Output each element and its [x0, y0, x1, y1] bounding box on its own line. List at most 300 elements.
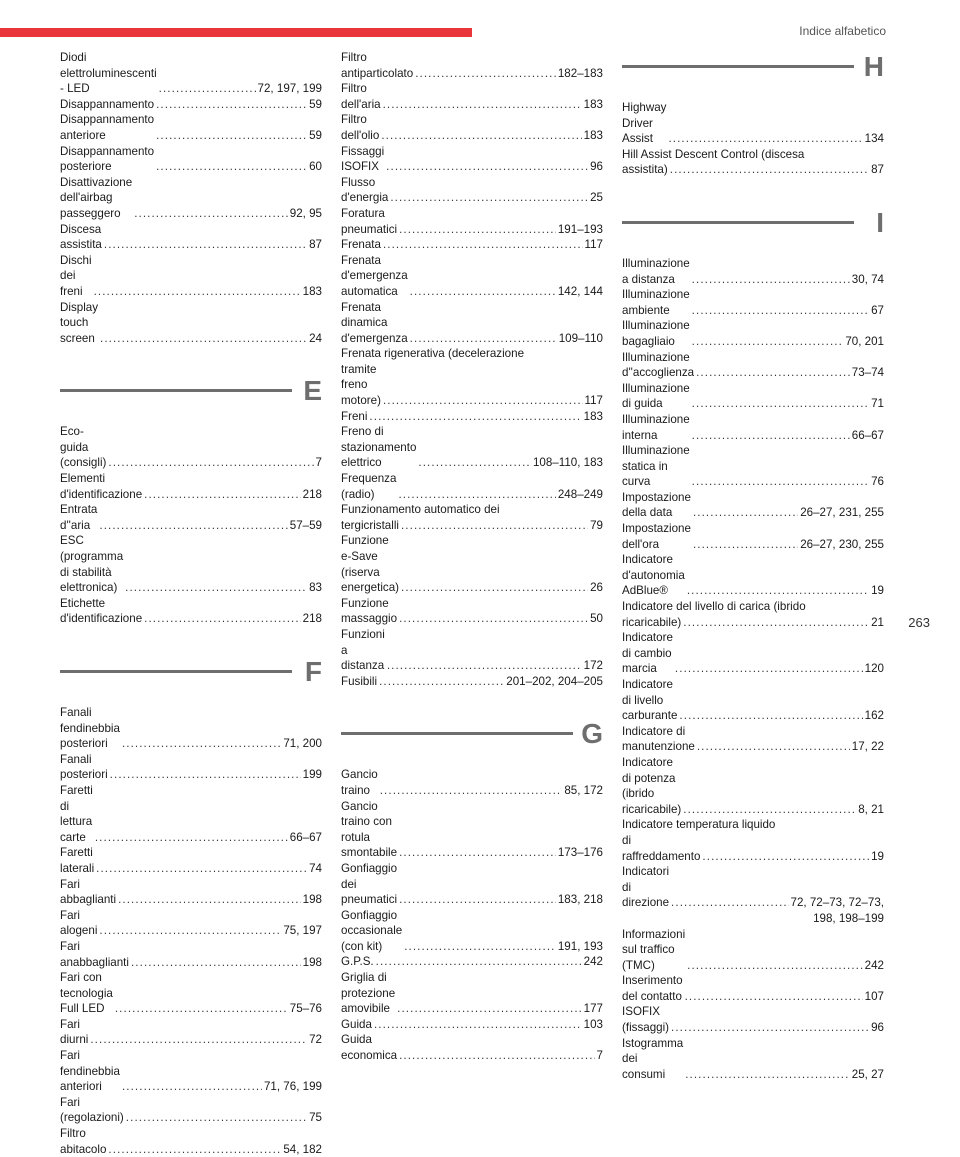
- dot-leader: [118, 892, 301, 908]
- dot-leader: [671, 1020, 869, 1036]
- index-entry: [341, 175, 603, 206]
- index-column-1: [60, 50, 322, 1157]
- section-heading-h: [622, 50, 884, 96]
- index-entry: [60, 1048, 322, 1095]
- dot-leader: [693, 505, 798, 521]
- dot-leader: [675, 661, 863, 677]
- index-entry-pages: 183: [583, 97, 603, 111]
- index-entry: [341, 253, 603, 300]
- dot-leader: [692, 474, 869, 490]
- index-entry-text: tergicristalli: [341, 518, 399, 532]
- index-entry-pages: 242: [583, 955, 603, 969]
- index-entry-text: Fari diurni: [60, 1017, 89, 1047]
- index-entry: [341, 1017, 603, 1033]
- index-entry: [341, 112, 603, 143]
- index-entry-text: Illuminazione bagagliaio: [622, 319, 690, 348]
- index-entry-text: Indicatori di direzione: [622, 865, 670, 910]
- index-entry: [60, 1126, 322, 1157]
- index-entry: [60, 596, 322, 627]
- index-entry-text: Griglia di protezione amovibile: [341, 971, 396, 1016]
- index-entry-text: Frenata: [341, 238, 381, 252]
- index-entry-text: di raffreddamento: [622, 833, 701, 863]
- index-entry-text: Frequenza (radio): [341, 472, 397, 501]
- index-entry: [60, 471, 322, 502]
- index-entry: [622, 630, 884, 677]
- index-entry-text: Display touch screen: [60, 300, 99, 345]
- index-entry: [60, 752, 322, 783]
- index-entry-text: ISOFIX (fissaggi): [622, 1005, 670, 1035]
- section-rule: [622, 65, 854, 68]
- index-entry-text: Eco-guida (consigli): [60, 425, 107, 470]
- index-entry-pages: 191, 193: [557, 939, 603, 953]
- entry-list-g: [341, 767, 603, 1063]
- index-entry-pages: 71, 76, 199: [263, 1080, 322, 1094]
- index-entry-text: Indicatore di potenza (ibrido ricaricabile): [622, 755, 682, 816]
- index-entry: [341, 596, 603, 627]
- index-entry-text: Guida: [341, 1017, 372, 1031]
- index-entry: [622, 318, 884, 349]
- index-entry: [341, 362, 603, 409]
- index-entry: [60, 144, 322, 175]
- index-entry-pages: 183: [302, 284, 322, 298]
- index-entry-pages: 66–67: [851, 428, 884, 442]
- index-entry-pages: 59: [309, 128, 322, 142]
- index-entry: [622, 615, 884, 631]
- dot-leader: [381, 128, 581, 144]
- index-entry: [341, 954, 603, 970]
- dot-leader: [692, 428, 850, 444]
- dot-leader: [670, 162, 869, 178]
- index-entry-pages: 59: [309, 97, 322, 111]
- index-entry-pages: 50: [590, 612, 603, 626]
- index-entry-text: Faretti di lettura carte: [60, 783, 93, 844]
- index-entry-pages: 108–110, 183: [532, 456, 603, 470]
- index-entry: [622, 100, 884, 147]
- section-heading-e: [60, 374, 322, 420]
- index-entry-text: Disappannamento posteriore: [60, 144, 155, 174]
- dot-leader: [692, 272, 850, 288]
- index-entry-pages: 120: [864, 662, 884, 676]
- dot-leader: [156, 97, 307, 113]
- index-entry: [60, 705, 322, 752]
- index-entry-pages: 60: [309, 160, 322, 174]
- index-entry-text: Gancio traino: [341, 768, 378, 797]
- index-entry-pages: 26–27, 231, 255: [800, 506, 884, 520]
- dot-leader: [90, 1032, 307, 1048]
- index-entry-pages: 26–27, 230, 255: [800, 537, 884, 551]
- index-entry: [622, 381, 884, 412]
- index-entry-text: Faretti laterali: [60, 846, 95, 875]
- dot-leader: [687, 958, 863, 974]
- index-entry: [622, 833, 884, 864]
- index-entry-text: G.P.S.: [341, 955, 374, 969]
- dot-leader: [397, 1001, 582, 1017]
- index-entry-pages: 83: [309, 581, 322, 595]
- dot-leader: [399, 892, 556, 908]
- index-entry-pages: 75, 197: [283, 924, 322, 938]
- index-entry-pages: 72, 72–73, 72–73,: [790, 896, 884, 910]
- index-entry-pages: 30, 74: [851, 272, 884, 286]
- dot-leader: [399, 845, 556, 861]
- index-entry: [60, 97, 322, 113]
- index-entry: [60, 1017, 322, 1048]
- index-entry: [60, 908, 322, 939]
- dot-leader: [115, 1001, 288, 1017]
- index-entry-pages: 76: [871, 475, 884, 489]
- index-entry-pages: 26: [590, 581, 603, 595]
- index-entry-pages: 183: [583, 409, 603, 423]
- index-entry-text: Fissaggi ISOFIX: [341, 144, 385, 174]
- index-entry-text: ricaricabile): [622, 615, 682, 629]
- index-entry: [341, 533, 603, 595]
- dot-leader: [683, 615, 869, 631]
- dot-leader: [131, 955, 301, 971]
- index-entry-pages: 117: [584, 394, 603, 408]
- dot-leader: [687, 583, 869, 599]
- index-entry-text: Illuminazione d''accoglienza: [622, 350, 695, 380]
- index-entry: [341, 50, 603, 81]
- index-entry-text: Funzioni a distanza: [341, 627, 385, 673]
- section-rule: [60, 670, 292, 673]
- index-entry-text: Indicatore di livello carburante: [622, 678, 678, 723]
- index-entry-line: Frenata rigenerativa (decelerazione: [341, 347, 525, 361]
- entry-list-h: [622, 100, 884, 178]
- index-entry-text: Entrata d''aria: [60, 503, 98, 532]
- index-entry-text: Freno di stazionamento elettrico: [341, 425, 417, 470]
- dot-leader: [376, 954, 582, 970]
- index-entry-pages: 182–183: [557, 66, 603, 80]
- index-entry-pages: 70, 201: [845, 334, 884, 348]
- index-entry-text: Informazioni sul traffico (TMC): [622, 927, 686, 972]
- section-letter: G: [581, 718, 603, 750]
- dot-leader: [94, 284, 301, 300]
- index-entry: [60, 783, 322, 845]
- index-entry-text: Illuminazione di guida: [622, 381, 690, 411]
- index-entry-text: Impostazione della data: [622, 490, 691, 520]
- index-entry-text: Highway Driver Assist: [622, 101, 667, 146]
- dot-leader: [679, 708, 862, 724]
- index-entry-pages: 198: [302, 955, 322, 969]
- dot-leader: [380, 783, 563, 799]
- index-entry: [341, 767, 603, 798]
- index-entry-text: Illuminazione a distanza: [622, 256, 690, 286]
- index-entry-pages: 19: [871, 849, 884, 863]
- dot-leader: [383, 393, 583, 409]
- index-entry-text: Indicatore di cambio marcia: [622, 631, 673, 676]
- dot-leader: [671, 895, 788, 911]
- index-entry: [341, 799, 603, 861]
- index-entry: [341, 1032, 603, 1063]
- index-entry-pages: 24: [309, 331, 322, 345]
- index-entry: [341, 674, 603, 690]
- dot-leader: [104, 237, 307, 253]
- dot-leader: [126, 1110, 307, 1126]
- index-entry-text: Funzione massaggio: [341, 596, 398, 626]
- dot-leader: [134, 206, 288, 222]
- index-entry-pages: 96: [871, 1021, 884, 1035]
- index-entry: [622, 1036, 884, 1083]
- dot-leader: [125, 580, 307, 596]
- index-entry-pages: 183: [583, 128, 603, 142]
- dot-leader: [683, 802, 856, 818]
- dot-leader: [379, 674, 504, 690]
- index-entry-pages: 8, 21: [858, 802, 884, 816]
- index-entry-line: Hill Assist Descent Control (discesa: [622, 147, 805, 161]
- index-entry-pages: 109–110: [558, 331, 603, 345]
- index-entry-pages: 72, 197, 199: [257, 82, 322, 96]
- index-entry-pages: 17, 22: [851, 740, 884, 754]
- index-entry: [622, 412, 884, 443]
- index-entry-pages: 87: [309, 238, 322, 252]
- section-heading-f: [60, 655, 322, 701]
- index-entry-text: Filtro dell'aria: [341, 82, 381, 111]
- dot-leader: [110, 767, 301, 783]
- index-entry-text: Disappannamento anteriore: [60, 113, 155, 142]
- index-entry: [341, 237, 603, 253]
- dot-leader: [144, 487, 301, 503]
- dot-leader: [122, 736, 281, 752]
- index-entry-text: Gonfiaggio dei pneumatici: [341, 861, 398, 907]
- index-entry-pages: 57–59: [289, 518, 322, 532]
- index-entry: [341, 627, 603, 674]
- dot-leader: [418, 455, 531, 471]
- index-entry-pages: 25: [590, 191, 603, 205]
- index-entry: [341, 206, 603, 237]
- index-entry-text: Fari con tecnologia Full LED: [60, 971, 113, 1016]
- index-entry: [622, 287, 884, 318]
- index-entry-text: Etichette d'identificazione: [60, 596, 143, 626]
- index-entry-text: Fari (regolazioni): [60, 1095, 124, 1125]
- index-entry-text: Filtro abitacolo: [60, 1127, 107, 1156]
- index-entry: [341, 144, 603, 175]
- index-entry: [60, 533, 322, 595]
- index-entry-text: Indicatore d'autonomia AdBlue®: [622, 553, 685, 598]
- dot-leader: [399, 611, 588, 627]
- index-entry: [341, 970, 603, 1017]
- page-number: 263: [908, 615, 930, 630]
- dot-leader: [399, 1048, 594, 1064]
- index-entry: [622, 162, 884, 178]
- dot-leader: [401, 580, 588, 596]
- index-entry-pages: 173–176: [557, 846, 603, 860]
- dot-leader: [410, 331, 557, 347]
- dot-leader: [404, 939, 556, 955]
- index-entry-pages: 66–67: [289, 830, 322, 844]
- entry-list-f-continued: [341, 50, 603, 689]
- entry-list-d: [60, 50, 322, 346]
- index-entry-pages: 107: [864, 989, 884, 1003]
- index-entry-line: Indicatore del livello di carica (ibrido: [622, 600, 806, 614]
- dot-leader: [99, 923, 281, 939]
- index-entry: [60, 970, 322, 1017]
- index-entry: [60, 112, 322, 143]
- index-entry: [60, 300, 322, 347]
- index-entry: [622, 755, 884, 817]
- index-entry-pages: 72: [309, 1033, 322, 1047]
- header-accent-bar: [0, 28, 472, 37]
- index-entry: [622, 443, 884, 490]
- index-entry-pages: 7: [315, 456, 322, 470]
- index-entry-text: Disattivazione dell'airbag passeggero: [60, 175, 133, 220]
- index-entry-text: Indicatore di manutenzione: [622, 724, 695, 754]
- index-entry-pages: 198: [302, 893, 322, 907]
- index-entry-pages: 25, 27: [851, 1067, 884, 1081]
- index-entry: [622, 724, 884, 755]
- dot-leader: [697, 739, 850, 755]
- section-letter: E: [303, 375, 322, 407]
- index-entry: [341, 300, 603, 347]
- index-entry-text: Foratura pneumatici: [341, 206, 398, 236]
- index-entry-pages: 199: [302, 768, 322, 782]
- index-entry-text: assistita): [622, 163, 668, 177]
- index-entry: [341, 908, 603, 955]
- dot-leader: [387, 658, 582, 674]
- dot-leader: [398, 487, 555, 503]
- index-entry-pages: 75–76: [289, 1002, 322, 1016]
- section-rule: [341, 732, 573, 735]
- index-entry-text: tramite freno motore): [341, 362, 381, 408]
- index-entry: [341, 424, 603, 471]
- index-entry: [622, 490, 884, 521]
- index-entry-text: Istogramma dei consumi: [622, 1036, 684, 1081]
- index-entry: [341, 518, 603, 534]
- dot-leader: [685, 989, 863, 1005]
- index-entry: [622, 927, 884, 974]
- dot-leader: [383, 97, 582, 113]
- index-entry-pages: 248–249: [557, 487, 603, 501]
- index-column-2: [341, 50, 603, 1064]
- dot-leader: [401, 518, 588, 534]
- index-entry-pages: 74: [309, 861, 322, 875]
- dot-leader: [702, 849, 869, 865]
- dot-leader: [410, 284, 556, 300]
- index-entry: [60, 222, 322, 253]
- dot-leader: [156, 159, 307, 175]
- entry-list-f: [60, 705, 322, 1157]
- dot-leader: [693, 537, 798, 553]
- index-entry-text: Fanali fendinebbia posteriori: [60, 706, 120, 751]
- index-entry-text: Freni: [341, 409, 368, 423]
- index-entry-pages: 85, 172: [564, 783, 603, 797]
- dot-leader: [692, 396, 869, 412]
- index-entry: [622, 552, 884, 599]
- dot-leader: [96, 861, 307, 877]
- index-entry-pages: 134: [864, 132, 884, 146]
- index-entry-pages: 201–202, 204–205: [506, 674, 603, 688]
- dot-leader: [374, 1017, 582, 1033]
- dot-leader: [95, 830, 288, 846]
- dot-leader: [144, 611, 301, 627]
- entry-list-i: [622, 256, 884, 1082]
- index-entry-pages: 71: [871, 397, 884, 411]
- index-entry-pages: 172: [583, 659, 603, 673]
- index-column-3: [622, 50, 884, 1082]
- index-entry-text: Dischi dei freni: [60, 253, 92, 298]
- index-entry: [622, 521, 884, 552]
- dot-leader: [399, 222, 556, 238]
- dot-leader: [390, 190, 588, 206]
- dot-leader: [159, 81, 256, 97]
- dot-leader: [108, 1142, 281, 1157]
- index-entry-text: Disappannamento: [60, 97, 155, 111]
- index-entry: [60, 845, 322, 876]
- index-entry: [60, 424, 322, 471]
- index-entry-text: Elementi d'identificazione: [60, 472, 143, 501]
- dot-leader: [108, 455, 313, 471]
- index-entry: [60, 502, 322, 533]
- index-entry: [622, 677, 884, 724]
- index-entry: [60, 175, 322, 222]
- dot-leader: [415, 66, 556, 82]
- index-entry-pages: 71, 200: [283, 737, 322, 751]
- index-entry-text: Inserimento del contatto: [622, 974, 683, 1003]
- section-letter: H: [863, 51, 884, 82]
- index-entry-text: Discesa assistita: [60, 222, 102, 252]
- index-entry-text: Gonfiaggio occasionale (con kit): [341, 908, 403, 953]
- index-entry-pages: 142, 144: [557, 284, 603, 298]
- index-entry-text: Impostazione dell'ora: [622, 522, 691, 551]
- index-entry-text: Gancio traino con rotula smontabile: [341, 799, 398, 860]
- index-entry: [60, 1095, 322, 1126]
- index-entry-line: Indicatore temperatura liquido: [622, 818, 776, 832]
- index-entry-text: Fusibili: [341, 674, 378, 688]
- header-title: Indice alfabetico: [799, 24, 886, 38]
- index-entry: [622, 864, 884, 911]
- index-entry-text: Filtro dell'olio: [341, 113, 380, 142]
- index-entry-pages: 96: [590, 160, 603, 174]
- index-entry-text: Fanali posteriori: [60, 752, 108, 782]
- index-entry-pages: 183, 218: [557, 893, 603, 907]
- dot-leader: [386, 159, 588, 175]
- index-entry: [341, 471, 603, 502]
- index-entry-pages: 19: [871, 584, 884, 598]
- index-entry: [341, 81, 603, 112]
- dot-leader: [685, 1067, 850, 1083]
- index-entry: [622, 350, 884, 381]
- index-entry: [60, 939, 322, 970]
- section-heading-g: [341, 717, 603, 763]
- index-entry-text: Illuminazione interna: [622, 412, 690, 442]
- index-entry-pages: 162: [864, 709, 884, 723]
- section-letter: F: [304, 656, 322, 687]
- index-entry-pages: 218: [302, 612, 322, 626]
- section-rule: [622, 221, 854, 224]
- index-entry-line: Funzionamento automatico dei: [341, 503, 500, 517]
- index-entry: [622, 973, 884, 1004]
- dot-leader: [668, 131, 862, 147]
- dot-leader: [156, 128, 307, 144]
- index-entry-text: Fari abbaglianti: [60, 877, 117, 907]
- index-entry-text: Guida economica: [341, 1033, 398, 1063]
- index-entry-text: Flusso d'energia: [341, 175, 389, 205]
- index-entry: [341, 861, 603, 908]
- dot-leader: [100, 331, 307, 347]
- dot-leader: [696, 365, 850, 381]
- section-heading-i: [622, 206, 884, 252]
- index-entry-text: Illuminazione ambiente: [622, 288, 690, 317]
- index-entry-pages: 7: [596, 1049, 603, 1063]
- section-rule: [60, 389, 292, 392]
- index-entry-text: Diodi elettroluminescenti - LED: [60, 51, 157, 96]
- section-letter: I: [876, 206, 884, 238]
- index-entry-text: Fari anabbaglianti: [60, 939, 129, 969]
- index-entry-pages: 177: [583, 1002, 603, 1016]
- dot-leader: [99, 518, 287, 534]
- index-entry-pages: 218: [302, 487, 322, 501]
- index-entry-pages: 73–74: [851, 366, 884, 380]
- index-entry: [622, 1004, 884, 1035]
- index-entry-pages: 117: [584, 238, 603, 252]
